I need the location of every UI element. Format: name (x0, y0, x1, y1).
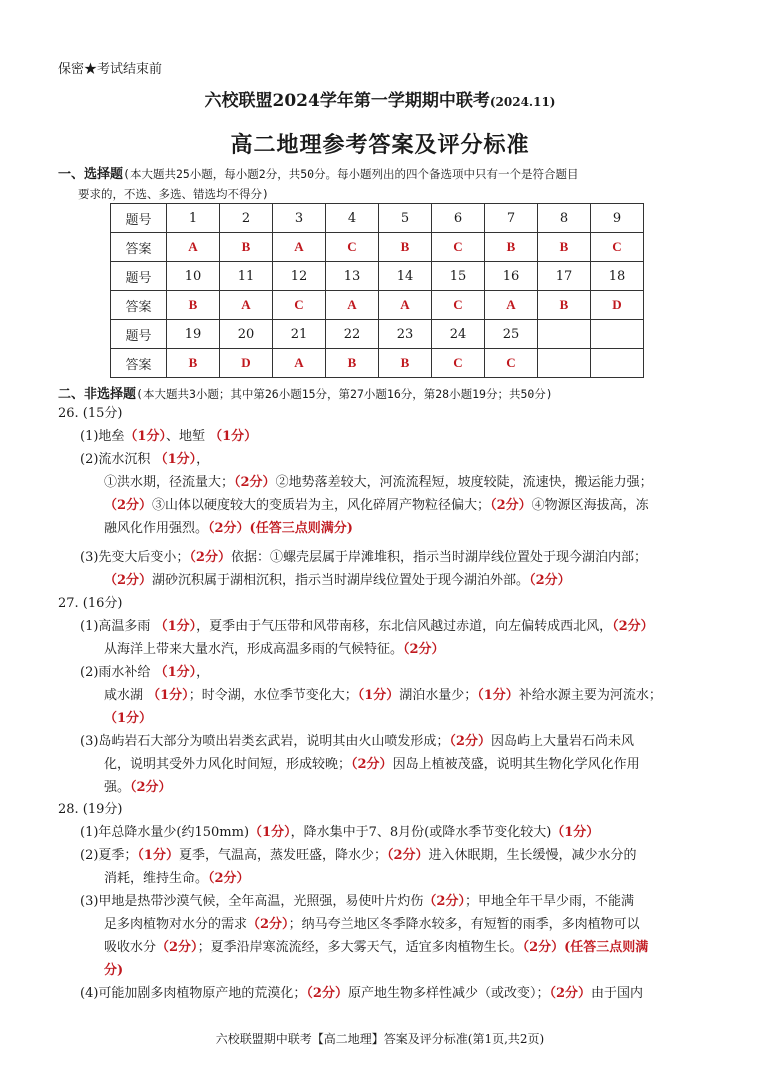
question-number-cell: 1 (167, 204, 220, 233)
answer-line (104, 707, 152, 730)
answer-text: (3)甲地是热带沙漠气候，全年高温，光照强，易使叶片灼伤 (80, 894, 424, 909)
question-number-cell: 15 (432, 262, 485, 291)
answer-text: ②地势落差较大，河流流程短，坡度较陡，流速快，搬运能力强； (275, 475, 653, 490)
answer-line (58, 592, 123, 615)
answer-text: 补给水源主要为河流水； (518, 688, 662, 703)
answer-text: (1)年总降水量少(约150mm) (80, 825, 250, 840)
question-number-cell: 17 (538, 262, 591, 291)
score-mark: （2分） (306, 986, 348, 1001)
answer-line (80, 425, 257, 448)
answer-text: ④物源区海拔高，冻 (531, 498, 649, 513)
answer-line (80, 982, 643, 1005)
score-mark: （2分） (247, 917, 289, 932)
answer-row (111, 291, 644, 320)
answer-cell: A (273, 349, 326, 378)
question-number-row (111, 320, 644, 349)
score-mark: （2分） (351, 757, 393, 772)
page-footer: 六校联盟期中联考【高二地理】答案及评分标准(第1页,共2页) (215, 1032, 545, 1046)
question-number-cell: 6 (432, 204, 485, 233)
answer-line (104, 753, 640, 776)
answer-text: 吸收水分 (104, 940, 157, 955)
answer-text: 消耗，维持生命。 (104, 871, 209, 886)
answer-text: 因岛上植被茂盛，说明其生物化学风化作用 (392, 757, 640, 772)
answer-row (111, 349, 644, 378)
answer-line (104, 517, 353, 540)
confidential-label: 保密★考试结束前 (58, 62, 163, 77)
exam-title-text: 六校联盟2024学年第一学期期中联考 (204, 91, 490, 111)
answer-row (111, 233, 644, 262)
question-number-cell: 8 (538, 204, 591, 233)
score-mark: （2分） (104, 573, 153, 588)
answer-cell: C (432, 233, 485, 262)
answer-text: (1)高温多雨 (80, 619, 155, 634)
question-number-cell: 20 (220, 320, 273, 349)
answer-text: 28. (19分) (58, 802, 123, 817)
answer-cell: B (167, 291, 220, 320)
section-1-note (78, 184, 269, 205)
answer-line (80, 661, 209, 684)
answer-text: (2)雨水补给 (80, 665, 155, 680)
question-number-cell: 19 (167, 320, 220, 349)
score-mark: （1分） (154, 452, 197, 467)
answer-line (104, 776, 172, 799)
answer-cell: B (379, 349, 432, 378)
answer-line (104, 471, 653, 494)
question-number-cell: 4 (326, 204, 379, 233)
question-number-cell: 13 (326, 262, 379, 291)
answer-line (58, 798, 123, 821)
answer-cell: A (485, 291, 538, 320)
answer-line (80, 844, 637, 867)
answer-text: (3)岛屿岩石大部分为喷出岩类玄武岩，说明其由火山喷发形成； (80, 734, 450, 749)
score-mark: （1分） (249, 825, 291, 840)
answer-cell: C (432, 291, 485, 320)
answer-line (104, 867, 250, 890)
answer-text: ，夏季由于气压带和风带南移，东北信风越过赤道，向左偏转成西北风， (196, 619, 613, 634)
answer-line (104, 569, 571, 592)
score-mark: （2分） (104, 498, 153, 513)
score-mark: （2分） (612, 619, 654, 634)
section-2-note: (本大题共3小题；其中第26小题15分，第27小题16分，第28小题19分；共50分) (136, 387, 553, 401)
answer-text: ；时令湖，水位季节变化大； (188, 688, 358, 703)
answer-text: ；夏季沿岸寒流流经，多大雾天气，适宜多肉植物生长。 (197, 940, 523, 955)
answer-line (80, 448, 209, 471)
answer-line (104, 494, 649, 517)
score-mark: （2分） (208, 871, 250, 886)
question-number-cell: 5 (379, 204, 432, 233)
score-mark: （2分） (529, 573, 571, 588)
answer-text: 由于国内 (591, 986, 644, 1001)
score-mark: （1分） (551, 825, 600, 840)
question-number-cell: 7 (485, 204, 538, 233)
answer-cell: C (485, 349, 538, 378)
answer-cell: C (432, 349, 485, 378)
question-label-cell: 题号 (111, 262, 167, 291)
score-mark: （2分）(任答三点则满 (522, 940, 649, 955)
answer-text: (3)先变大后变小； (80, 550, 190, 565)
answer-cell: B (538, 291, 591, 320)
answer-text: 强。 (104, 780, 131, 795)
answer-text: ， (196, 452, 210, 467)
answer-text: ①洪水期，径流量大； (104, 475, 235, 490)
answer-line (80, 615, 654, 638)
answer-cell: D (591, 291, 644, 320)
answer-text: 湖砂沉积属于湖相沉积，指示当时湖岸线位置处于现今湖泊外部。 (152, 573, 530, 588)
answer-text: ， (196, 665, 210, 680)
answer-cell: C (326, 233, 379, 262)
answer-cell: B (220, 233, 273, 262)
question-number-cell: 16 (485, 262, 538, 291)
answer-label-cell: 答案 (111, 291, 167, 320)
answer-text: 融风化作用强烈。 (104, 521, 209, 536)
score-mark: （1分） (357, 688, 400, 703)
score-mark: （1分） (154, 665, 197, 680)
answer-text: 夏季，气温高，蒸发旺盛，降水少； (178, 848, 387, 863)
answer-cell: A (273, 233, 326, 262)
section-1-title: 一、选择题 (58, 167, 124, 182)
answer-text: 因岛屿上大量岩石尚未风 (490, 734, 634, 749)
score-mark: （1分） (477, 688, 519, 703)
score-mark: （1分） (209, 429, 258, 444)
answer-text: ；纳马夸兰地区冬季降水较多，有短暂的雨季，多肉植物可以 (288, 917, 640, 932)
section-1-note-line2: 要求的，不选、多选、错选均不得分) (78, 187, 269, 201)
answer-cell: B (379, 233, 432, 262)
section-1-heading (58, 164, 579, 185)
answer-cell: C (591, 233, 644, 262)
question-number-cell: 25 (485, 320, 538, 349)
section-1-note-line1: (本大题共25小题，每小题2分，共50分。每小题列出的四个备选项中只有一个是符合题目 (123, 167, 579, 181)
answer-text: 化，说明其受外力风化时间短，形成较晚； (104, 757, 352, 772)
answer-text: ；甲地全年干旱少雨，不能满 (464, 894, 634, 909)
answer-cell: A (167, 233, 220, 262)
score-mark: （2分） (403, 642, 445, 657)
score-mark: （1分） (104, 711, 153, 726)
question-number-cell: 14 (379, 262, 432, 291)
answer-text: (4)可能加剧多肉植物原产地的荒漠化； (80, 986, 307, 1001)
question-number-cell (591, 320, 644, 349)
answer-line (104, 936, 648, 959)
answer-cell: B (538, 233, 591, 262)
exam-title (0, 86, 760, 111)
score-mark: （1分） (154, 619, 197, 634)
answer-text: 、地堑 (165, 429, 210, 444)
score-mark: （1分） (124, 429, 166, 444)
answer-text: ，降水集中于7、8月份(或降水季节变化较大) (290, 825, 552, 840)
answer-cell: B (167, 349, 220, 378)
question-number-cell: 24 (432, 320, 485, 349)
answer-text: 湖泊水量少； (399, 688, 478, 703)
answer-text: 依据：①螺壳层属于岸滩堆积，指示当时湖岸线位置处于现今湖泊内部； (230, 550, 647, 565)
answer-table (110, 203, 644, 378)
answer-text: (2)流水沉积 (80, 452, 155, 467)
question-number-cell: 2 (220, 204, 273, 233)
question-label-cell: 题号 (111, 204, 167, 233)
answer-line (58, 402, 123, 425)
answer-text: (1)地垒 (80, 429, 125, 444)
answer-cell: A (220, 291, 273, 320)
question-number-cell: 9 (591, 204, 644, 233)
score-mark: （2分） (549, 986, 592, 1001)
answer-line (104, 684, 662, 707)
score-mark: 分) (104, 963, 124, 978)
answer-text: (2)夏季； (80, 848, 138, 863)
answer-cell: A (379, 291, 432, 320)
answer-text: 进入休眠期，生长缓慢，减少水分的 (428, 848, 637, 863)
answer-text: 27. (16分) (58, 596, 123, 611)
section-2-heading (58, 384, 553, 405)
score-mark: （1分） (137, 848, 179, 863)
question-number-cell: 21 (273, 320, 326, 349)
answer-text: 咸水湖 (104, 688, 148, 703)
score-mark: （1分） (147, 688, 189, 703)
document-subtitle: 高二地理参考答案及评分标准 (230, 132, 530, 158)
answer-label-cell: 答案 (111, 233, 167, 262)
score-mark: （2分） (386, 848, 429, 863)
answer-line (80, 821, 599, 844)
question-label-cell: 题号 (111, 320, 167, 349)
score-mark: （2分） (449, 734, 491, 749)
score-mark: （2分） (234, 475, 276, 490)
score-mark: （2分） (490, 498, 532, 513)
question-number-cell: 10 (167, 262, 220, 291)
question-number-cell: 11 (220, 262, 273, 291)
answer-line (80, 546, 647, 569)
answer-cell: B (485, 233, 538, 262)
answer-cell: D (220, 349, 273, 378)
answer-text: 从海洋上带来大量水汽，形成高温多雨的气候特征。 (104, 642, 404, 657)
answer-text: 原产地生物多样性减少（或改变）； (347, 986, 550, 1001)
answer-text: 26. (15分) (58, 406, 123, 421)
answer-cell: A (326, 291, 379, 320)
exam-date: (2024.11) (489, 95, 556, 109)
answer-cell: B (326, 349, 379, 378)
question-number-cell: 18 (591, 262, 644, 291)
score-mark: （2分） (156, 940, 198, 955)
question-number-cell: 3 (273, 204, 326, 233)
score-mark: （2分） (130, 780, 172, 795)
answer-cell: C (273, 291, 326, 320)
score-mark: （2分） (189, 550, 231, 565)
question-number-row (111, 204, 644, 233)
answer-line (104, 913, 640, 936)
answer-line (104, 959, 123, 982)
answer-cell (538, 349, 591, 378)
question-number-cell: 23 (379, 320, 432, 349)
answer-line (80, 730, 634, 753)
answer-label-cell: 答案 (111, 349, 167, 378)
score-mark: （2分）(任答三点则满分) (208, 521, 353, 536)
section-2-title: 二、非选择题 (58, 387, 137, 402)
question-number-cell: 22 (326, 320, 379, 349)
score-mark: （2分） (423, 894, 465, 909)
question-number-cell: 12 (273, 262, 326, 291)
question-number-cell (538, 320, 591, 349)
answer-line (104, 638, 445, 661)
answer-text: ③山体以硬度较大的变质岩为主，风化碎屑产物粒径偏大； (152, 498, 491, 513)
question-number-row (111, 262, 644, 291)
answer-line (80, 890, 634, 913)
answer-text: 足多肉植物对水分的需求 (104, 917, 248, 932)
answer-cell (591, 349, 644, 378)
